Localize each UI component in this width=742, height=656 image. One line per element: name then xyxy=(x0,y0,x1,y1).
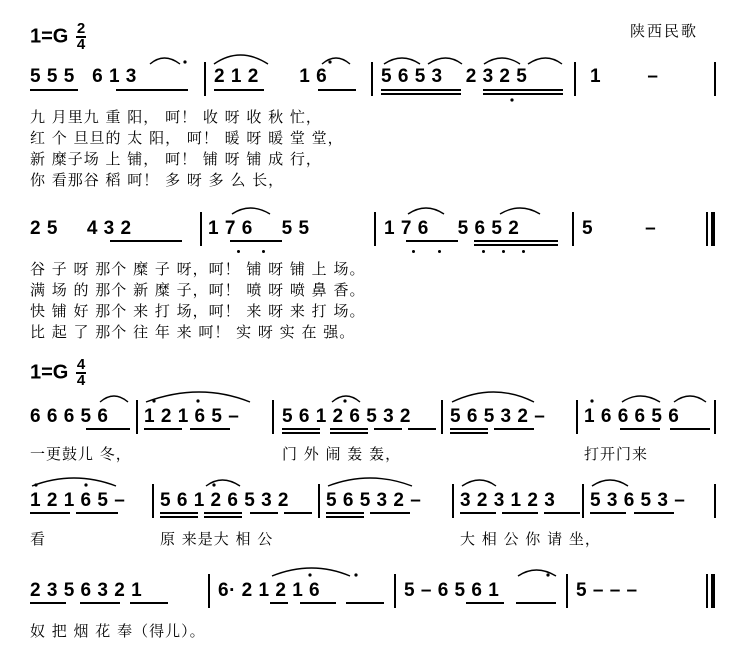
s2-sys2-lyric-3: 大 相 公 你 请 坐， xyxy=(460,530,601,548)
s1-sys2-lyric-3: 快 铺 好 那个 来 打 场，呵！ 来 呀 来 打 场。 xyxy=(30,302,366,320)
s2-sys2-measure-2: 5 6 1 2 6 5 3 2 xyxy=(160,490,289,511)
time-signature-1: $\frac{2}{4}$ xyxy=(76,20,86,53)
s1-sys1-measure-4: 1 – xyxy=(590,66,659,87)
s1-sys2-measure-2: 1 7 6 5 5 xyxy=(208,218,310,239)
s1-sys2-lyric-4: 比 起 了 那个 往 年 来 呵！ 实 呀 实 在 强。 xyxy=(30,323,356,341)
s1-sys1-lyric-4: 你 看那谷 稻 呵！ 多 呀 多 么 长， xyxy=(30,171,285,189)
s2-sys2-lyric-2: 原 来是大 相 公 xyxy=(160,530,274,548)
key-label: 1=G xyxy=(30,25,69,48)
s1-sys1-lyric-3: 新 糜子场 上 铺， 呵！ 铺 呀 铺 成 行， xyxy=(30,150,322,168)
key-label: 1=G xyxy=(30,361,69,384)
s2-sys2-measure-5: 5 3 6 5 3 – xyxy=(590,490,686,511)
song-source: 陕西民歌 xyxy=(630,22,699,40)
s1-sys2-lyric-2: 满 场 的 那个 新 糜 子，呵！ 喷 呀 喷 鼻 香。 xyxy=(30,281,366,299)
s2-sys3-lyric-1: 奴 把 烟 花 奉（得儿）。 xyxy=(30,622,206,640)
s1-sys2-lyric-1: 谷 子 呀 那个 糜 子 呀，呵！ 铺 呀 铺 上 场。 xyxy=(30,260,366,278)
s1-sys2-measure-1: 2 5 4 3 2 xyxy=(30,218,132,239)
s1-sys1-lyric-2: 红 个 旦旦的 太 阳， 呵！ 暖 呀 暖 堂 堂， xyxy=(30,129,344,147)
s2-sys2-measure-1: 1 2 1 6 5 – xyxy=(30,490,126,511)
s1-sys1-measure-1: 5 5 5 6 1 3 xyxy=(30,66,137,87)
s2-sys3-measure-3: 5 – 6 5 6 1 xyxy=(404,580,500,601)
s2-sys1-measure-3: 5 6 1 2 6 5 3 2 xyxy=(282,406,411,427)
s2-sys3-measure-2: 6· 2 1 2 1 6 xyxy=(218,580,321,601)
s2-sys2-measure-3: 5 6 5 3 2 – xyxy=(326,490,422,511)
s2-sys3-measure-1: 2 3 5 6 3 2 1 xyxy=(30,580,143,601)
s1-sys1-lyric-1: 九 月里九 重 阳， 呵！ 收 呀 收 秋 忙， xyxy=(30,108,322,126)
s2-sys1-measure-4: 5 6 5 3 2 – xyxy=(450,406,546,427)
s2-sys3-measure-4: 5 – – – xyxy=(576,580,638,601)
time-signature-2: $\frac{4}{4}$ xyxy=(76,356,86,389)
s2-sys1-lyric-2: 门 外 闹 轰 轰， xyxy=(282,445,402,463)
s2-sys1-measure-1: 6 6 6 5 6 xyxy=(30,406,109,427)
s2-sys1-measure-5: 1 6 6 6 5 6 xyxy=(584,406,680,427)
s2-sys2-measure-4: 3 2 3 1 2 3 xyxy=(460,490,556,511)
s2-sys1-measure-2: 1 2 1 6 5 – xyxy=(144,406,240,427)
s1-sys1-measure-2: 2 1 2 1 6 xyxy=(214,66,328,87)
s2-sys1-lyric-1: 一更鼓儿 冬， xyxy=(30,445,132,463)
s1-sys2-measure-4: 5 – xyxy=(582,218,657,239)
s1-sys2-measure-3: 1 7 6 5 6 5 2 xyxy=(384,218,520,239)
s2-sys1-lyric-3: 打开门来 xyxy=(584,445,649,463)
s1-sys1-measure-3: 5 6 5 3 2 3 2 5 xyxy=(381,66,528,87)
s2-sys2-lyric-1: 看 xyxy=(30,530,47,548)
